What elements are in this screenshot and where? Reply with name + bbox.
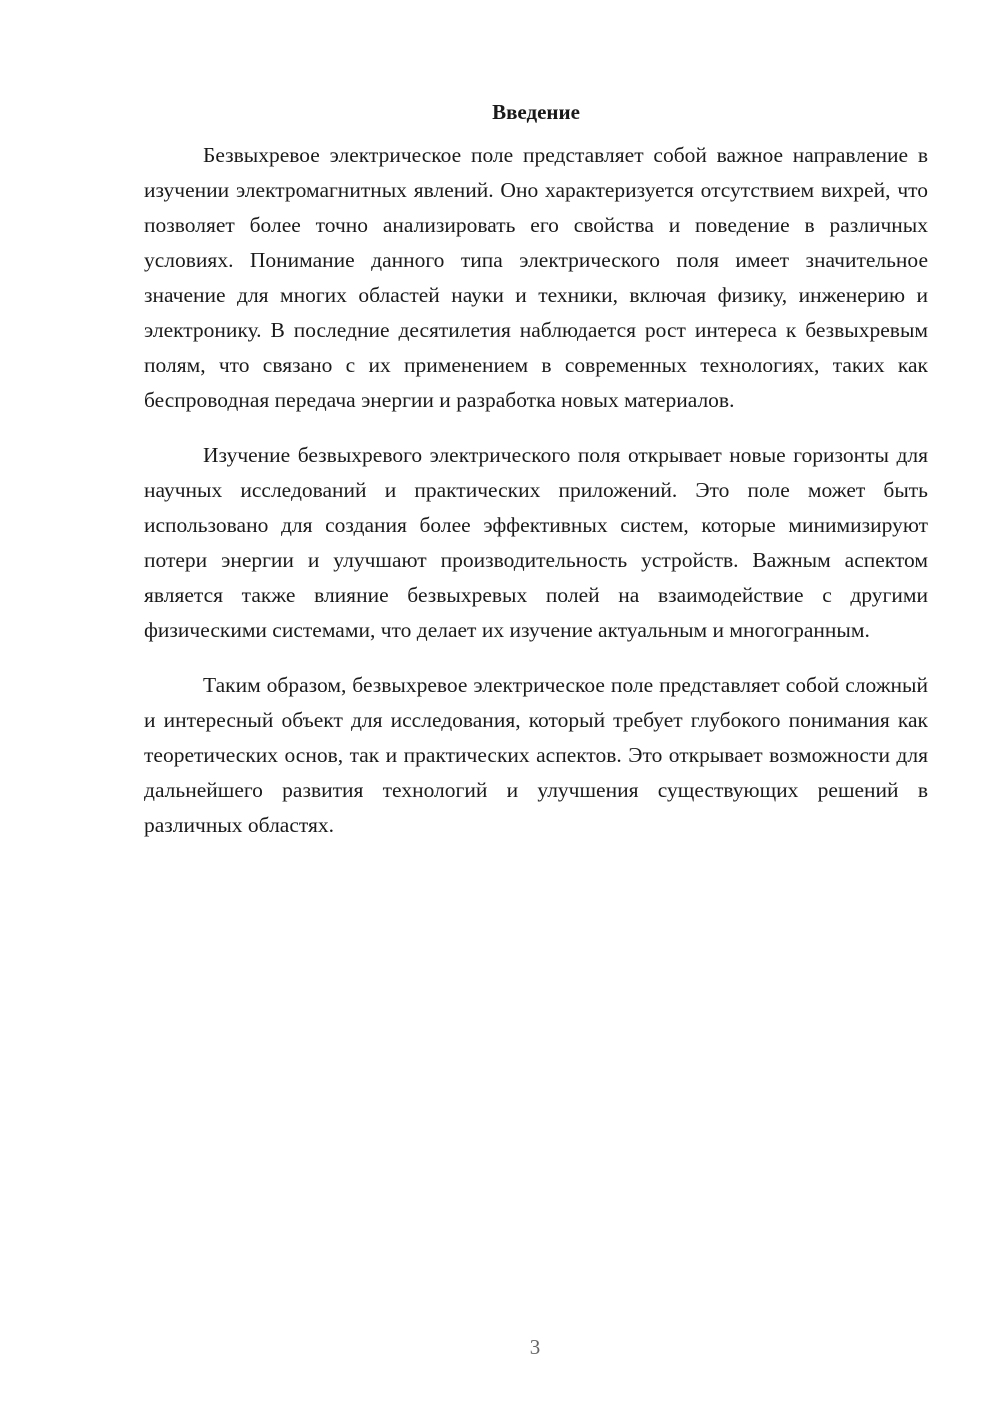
- paragraph-1: Безвыхревое электрическое поле представляет собой важное направление в изучении электромагнитных явлений. Оно характеризуется отсутствием вихрей, что позволяет более точно анализировать его свойства и поведение в различных условиях. Понимание данного типа электрического поля имеет значительное значение для многих областей науки и техники, включая физику, инженерию и электронику. В последние десятилетия наблюдается рост интереса к безвыхревым полям, что связано с их применением в современных технологиях, таких как беспроводная передача энергии и разработка новых материалов.: [144, 143, 928, 412]
- section-heading: Введение: [492, 100, 580, 124]
- page-number: 3: [529, 1335, 541, 1359]
- document-body: [144, 98, 928, 863]
- paragraph-2: Изучение безвыхревого электрического поля открывает новые горизонты для научных исследований и практических приложений. Это поле может быть использовано для создания более эффективных систем, которые минимизируют потери энергии и улучшают производительность устройств. Важным аспектом является также влияние безвыхревых полей на взаимодействие с другими физическими системами, что делает их изучение актуальным и многогранным.: [144, 443, 928, 642]
- paragraph-3: Таким образом, безвыхревое электрическое поле представляет собой сложный и интересный объект для исследования, который требует глубокого понимания как теоретических основ, так и практических аспектов. Это открывает возможности для дальнейшего развития технологий и улучшения существующих решений в различных областях.: [144, 673, 928, 837]
